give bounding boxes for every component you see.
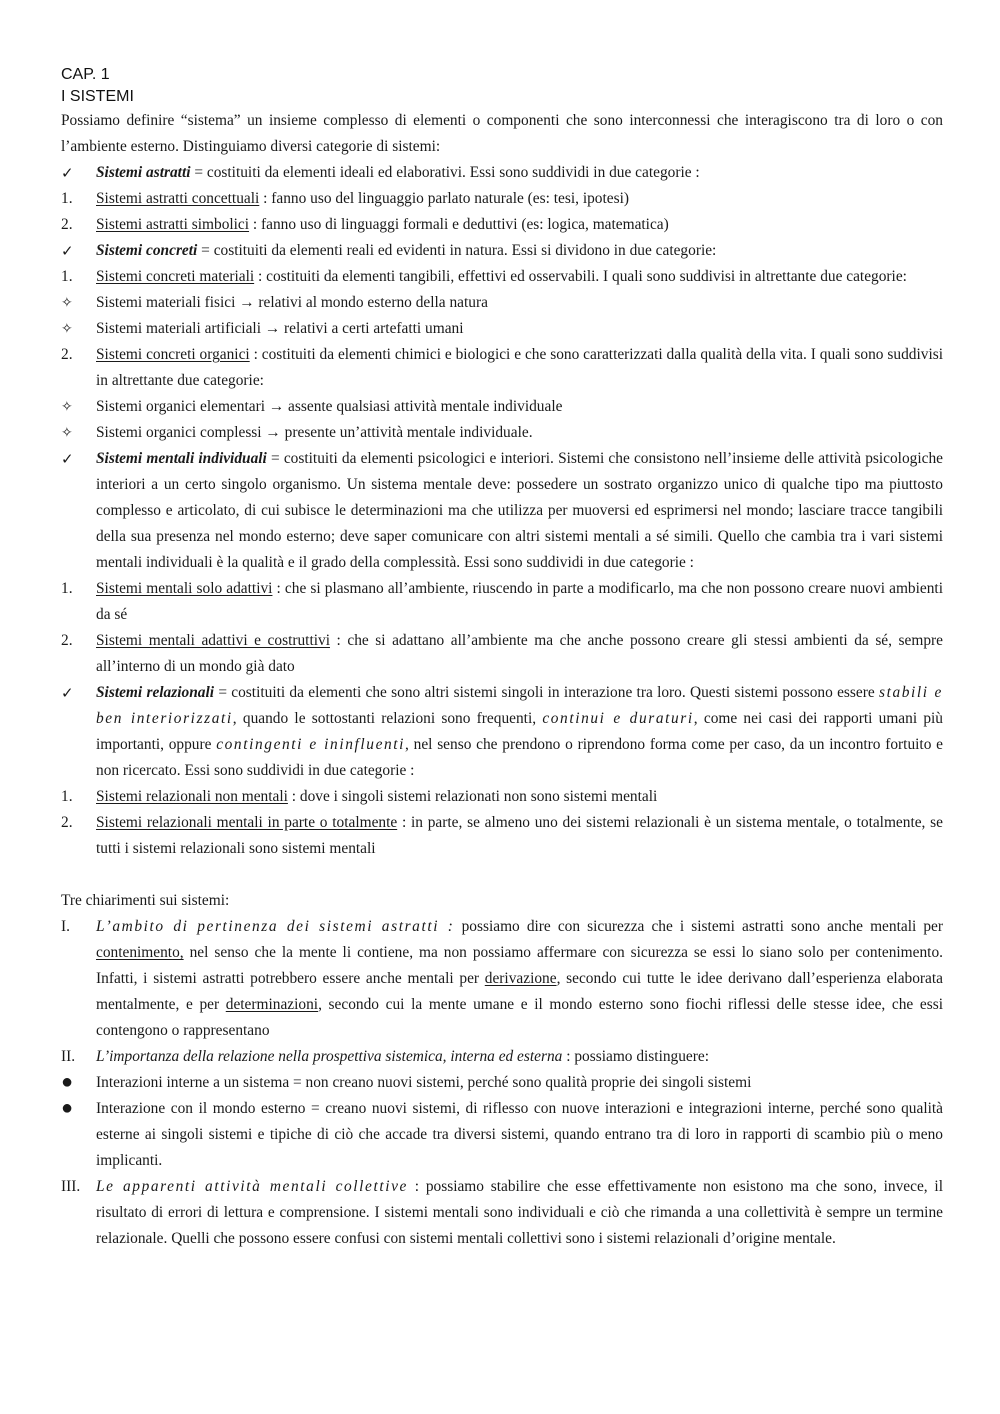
italic-title: L’ambito di pertinenza dei sistemi astratti : bbox=[96, 918, 455, 935]
item-number: 1. bbox=[61, 788, 73, 805]
list-item-sistemi-astratti bbox=[61, 160, 943, 186]
sub-item bbox=[61, 316, 943, 342]
chapter-number: CAP. 1 bbox=[61, 66, 110, 83]
definition-text: , quando le sottostanti relazioni sono frequenti, bbox=[232, 710, 543, 727]
roman-numeral: III. bbox=[61, 1178, 81, 1195]
definition-text: = costituiti da elementi psicologici e interiori. Sistemi che consistono nell’insieme delle attività psicologiche interiori a un certo singolo organismo. Un sistema mentale deve: possedere un sostrato organizzo unico di qualche tipo ma piuttosto complesso e articolato, di cui subisce le determinazioni ma che utilizza per muoversi ed esprimersi nel mondo; lasciare tracce tangibili della sua presenza nel mondo esterno; deve saper comunicare con altri sistemi mentali a sé simili. Quello che cambia tra i vari sistemi mentali individuali è la qualità e il grado della complessità. Essi sono suddividi in due categorie : bbox=[96, 450, 943, 571]
italic-phrase: stabili e ben interiorizzati bbox=[96, 684, 943, 727]
definition-text: , come nei casi dei rapporti umani più importanti, oppure bbox=[96, 710, 944, 753]
section-heading: Tre chiarimenti sui sistemi: bbox=[61, 892, 230, 909]
item-text: possiamo dire con sicurezza che i sistemi astratti sono anche mentali per bbox=[454, 918, 943, 935]
list-item bbox=[61, 784, 943, 810]
item-number: 2. bbox=[61, 346, 73, 363]
term-underlined: Sistemi relazionali non mentali bbox=[96, 788, 288, 805]
list-item bbox=[61, 186, 943, 212]
list-item bbox=[61, 576, 943, 628]
item-number: 1. bbox=[61, 268, 73, 285]
term-sistemi-mentali: Sistemi mentali individuali bbox=[96, 450, 267, 467]
intro-paragraph: Possiamo definire “sistema” un insieme complesso di elementi o componenti che sono interconnessi che interagiscono tra di loro o con l’ambiente esterno. Distinguiamo diversi categorie di sistemi: bbox=[61, 112, 943, 155]
document-page bbox=[61, 64, 943, 1252]
star-outline-icon: ✧ bbox=[61, 425, 73, 441]
bullet-icon: ● bbox=[61, 1071, 74, 1093]
item-number: 1. bbox=[61, 190, 73, 207]
item-number: 2. bbox=[61, 632, 73, 649]
sub-item bbox=[61, 420, 943, 446]
roman-item-ii bbox=[61, 1044, 943, 1070]
sub-item-text: Sistemi organici elementari → assente qualsiasi attività mentale individuale bbox=[96, 398, 563, 415]
list-item-sistemi-relazionali bbox=[61, 680, 943, 784]
sub-item-text: Sistemi materiali artificiali → relativi a certi artefatti umani bbox=[96, 320, 464, 337]
italic-phrase: contingenti e ininfluenti bbox=[216, 736, 406, 753]
bullet-icon: ● bbox=[61, 1097, 74, 1119]
item-text: : costituiti da elementi tangibili, effettivi ed osservabili. I quali sono suddivisi in altrettante due categorie: bbox=[254, 268, 907, 285]
underlined-word: determinazioni bbox=[225, 996, 319, 1013]
list-item bbox=[61, 342, 943, 394]
bullet-item bbox=[61, 1096, 943, 1174]
star-outline-icon: ✧ bbox=[61, 295, 73, 311]
term-sistemi-relazionali: Sistemi relazionali bbox=[96, 684, 215, 701]
term-sistemi-astratti: Sistemi astratti bbox=[96, 164, 191, 181]
checkmark-icon: ✓ bbox=[61, 450, 74, 468]
italic-title: Le apparenti attività mentali collettive bbox=[96, 1178, 408, 1195]
list-item bbox=[61, 810, 943, 862]
italic-title: L’importanza della relazione nella prospettiva sistemica, interna ed esterna bbox=[96, 1048, 563, 1065]
term-sistemi-concreti: Sistemi concreti bbox=[96, 242, 198, 259]
item-text: , secondo cui la mente umane e il mondo esterno sono fiochi riflessi delle stesse idee, che essi contengono o rappresentano bbox=[96, 996, 943, 1039]
italic-phrase: continui e duraturi bbox=[542, 710, 694, 727]
term-underlined: Sistemi concreti organici bbox=[96, 346, 250, 363]
roman-numeral: I. bbox=[61, 918, 70, 935]
checkmark-icon: ✓ bbox=[61, 684, 74, 702]
checkmark-icon: ✓ bbox=[61, 242, 74, 260]
star-outline-icon: ✧ bbox=[61, 399, 73, 415]
sub-item bbox=[61, 394, 943, 420]
star-outline-icon: ✧ bbox=[61, 321, 73, 337]
item-text: : possiamo stabilire che esse effettivamente non esistono ma che sono, invece, il risultato di errori di lettura e comprensione. I sistemi mentali sono individuali e ciò che rimanda a una collettività è sempre un termine relazionale. Quelli che possono essere confusi con sistemi mentali collettivi sono i sistemi relazionali d’origine mentale. bbox=[96, 1178, 943, 1247]
definition-text: = costituiti da elementi che sono altri sistemi singoli in interazione tra loro. Questi sistemi possono essere bbox=[214, 684, 879, 701]
roman-item-i bbox=[61, 914, 943, 1044]
roman-item-iii bbox=[61, 1174, 943, 1252]
chapter-title: I SISTEMI bbox=[61, 88, 134, 105]
item-text: : che si plasmano all’ambiente, riuscendo in parte a modificarlo, ma che non possono creare nuovi ambienti da sé bbox=[96, 580, 943, 623]
item-text: : che si adattano all’ambiente ma che anche possono creare gli stessi ambienti da sé, sempre all’interno di un mondo già dato bbox=[96, 632, 943, 675]
roman-numeral: II. bbox=[61, 1048, 76, 1065]
list-item-sistemi-concreti bbox=[61, 238, 943, 264]
list-item bbox=[61, 212, 943, 238]
item-text: : in parte, se almeno uno dei sistemi relazionali è un sistema mentale, o totalmente, se tutti i sistemi relazionali sono sistemi mentali bbox=[96, 814, 943, 857]
item-text: : possiamo distinguere: bbox=[562, 1048, 709, 1065]
definition-text: = costituiti da elementi ideali ed elaborativi. Essi sono suddividi in due categorie : bbox=[190, 164, 700, 181]
list-item bbox=[61, 628, 943, 680]
sub-item bbox=[61, 290, 943, 316]
sub-item-text: Sistemi organici complessi → presente un’attività mentale individuale. bbox=[96, 424, 533, 441]
term-underlined: Sistemi astratti simbolici bbox=[96, 216, 250, 233]
item-number: 2. bbox=[61, 814, 73, 831]
spacer bbox=[61, 862, 943, 888]
item-text: : costituiti da elementi chimici e biologici e che sono caratterizzati dalla qualità della vita. I quali sono suddivisi in altrettante due categorie: bbox=[96, 346, 943, 389]
item-text: , secondo cui tutte le idee derivano dall’esperienza elaborata mentalmente, e per bbox=[96, 970, 943, 1013]
bullet-text: Interazioni interne a un sistema = non creano nuovi sistemi, perché sono qualità proprie dei singoli sistemi bbox=[96, 1074, 752, 1091]
item-number: 1. bbox=[61, 580, 73, 597]
checkmark-icon: ✓ bbox=[61, 164, 74, 182]
term-underlined: Sistemi mentali solo adattivi bbox=[96, 580, 273, 597]
definition-text: = costituiti da elementi reali ed evidenti in natura. Essi si dividono in due categorie: bbox=[197, 242, 717, 259]
list-item-sistemi-mentali bbox=[61, 446, 943, 576]
term-underlined: Sistemi relazionali mentali in parte o totalmente bbox=[96, 814, 398, 831]
term-underlined: Sistemi mentali adattivi e costruttivi bbox=[96, 632, 330, 649]
bullet-text: Interazione con il mondo esterno = creano nuovi sistemi, di riflesso con nuove interazioni e integrazioni interne, perché sono qualità esterne ai singoli sistemi e tipiche di ciò che accade tra diversi sistemi, quando entrano tra di loro in rapporti di scambio più o meno implicanti. bbox=[96, 1100, 943, 1169]
term-underlined: Sistemi astratti concettuali bbox=[96, 190, 260, 207]
underlined-word: contenimento, bbox=[96, 944, 184, 961]
item-text: nel senso che la mente li contiene, ma non possiamo affermare con sicurezza se essi lo siano solo per contenimento. Infatti, i sistemi astratti potrebbero essere anche mentali per bbox=[96, 944, 943, 987]
list-item bbox=[61, 264, 943, 290]
item-text: : fanno uso di linguaggi formali e deduttivi (es: logica, matematica) bbox=[249, 216, 669, 233]
item-text: : dove i singoli sistemi relazionati non sono sistemi mentali bbox=[287, 788, 658, 805]
item-number: 2. bbox=[61, 216, 73, 233]
item-text: : fanno uso del linguaggio parlato naturale (es: tesi, ipotesi) bbox=[259, 190, 629, 207]
bullet-item bbox=[61, 1070, 943, 1096]
definition-text: , nel senso che prendono o riprendono forma come per caso, da un incontro fortuito e non ricercato. Essi sono suddividi in due categorie : bbox=[96, 736, 943, 779]
sub-item-text: Sistemi materiali fisici → relativi al mondo esterno della natura bbox=[96, 294, 488, 311]
term-underlined: Sistemi concreti materiali bbox=[96, 268, 255, 285]
underlined-word: derivazione bbox=[484, 970, 557, 987]
